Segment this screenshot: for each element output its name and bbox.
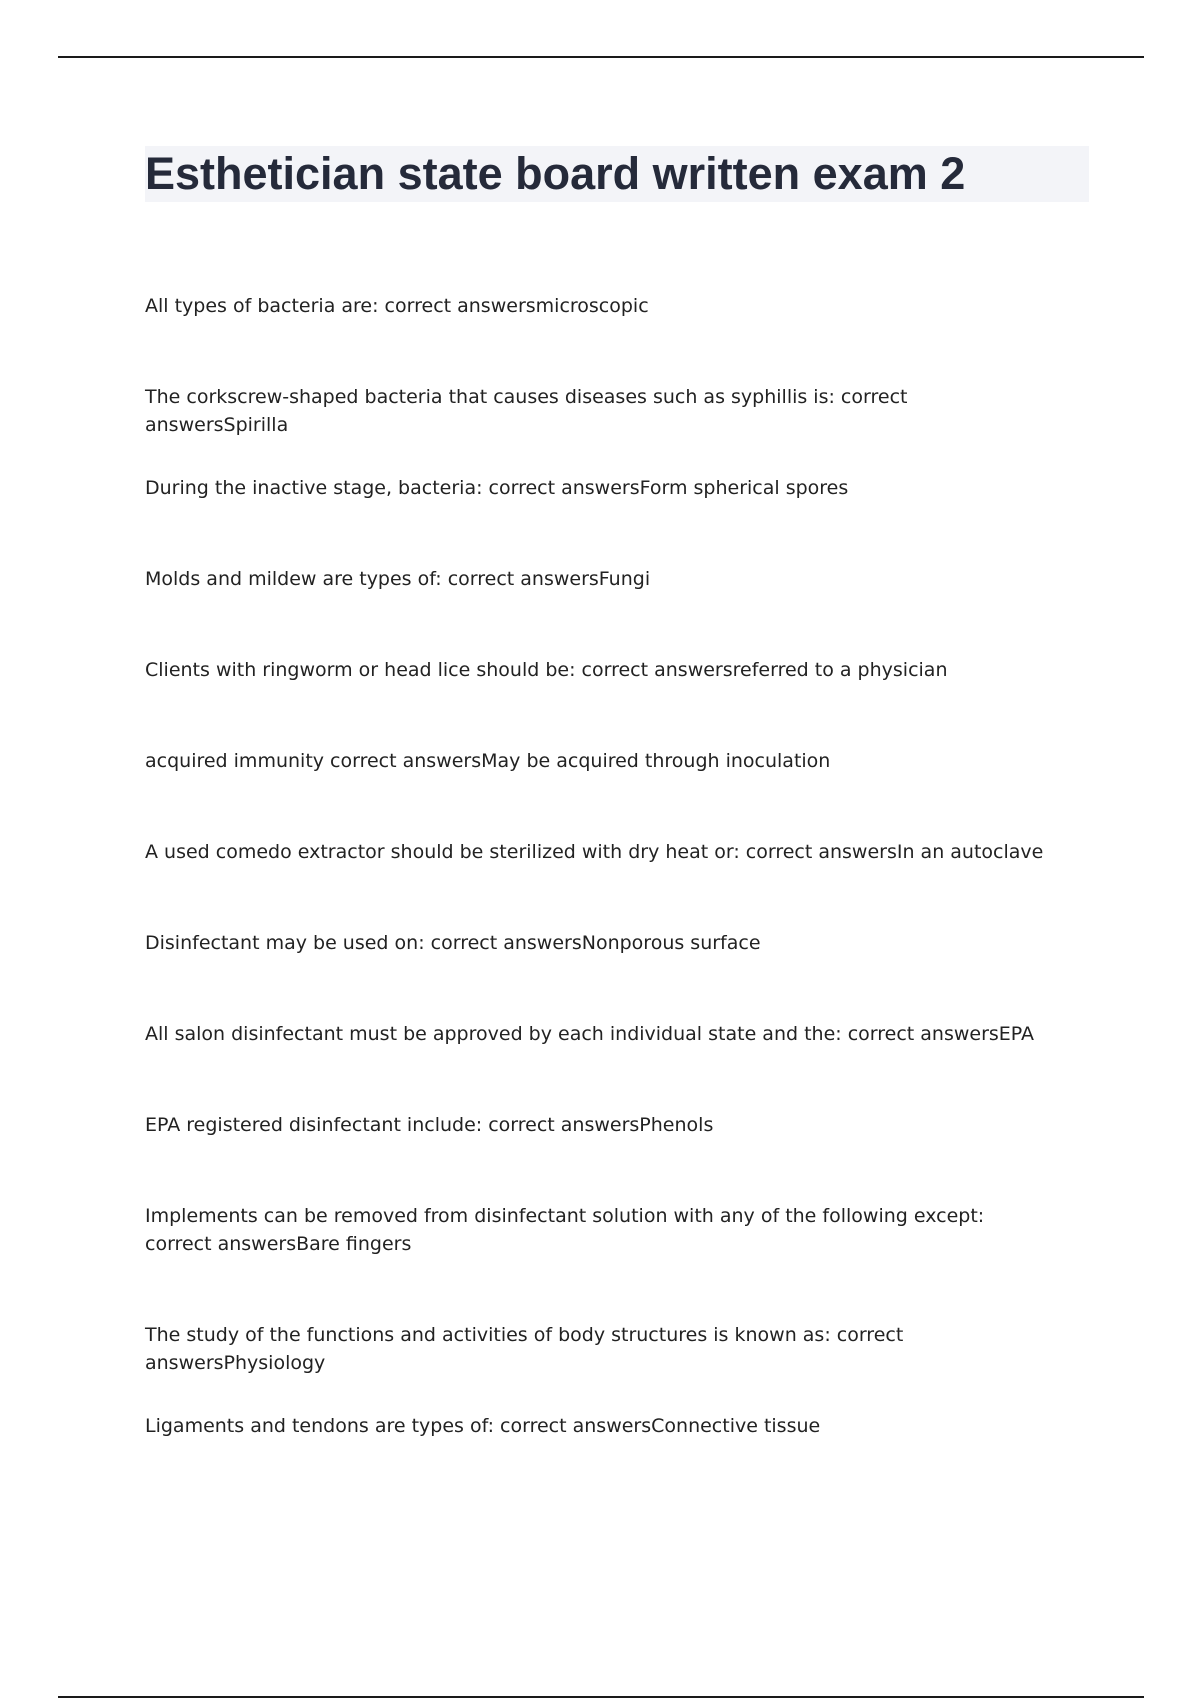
qa-item: The corkscrew-shaped bacteria that causes diseases such as syphillis is: correct answersSpirilla — [145, 386, 908, 436]
qa-item: A used comedo extractor should be sterilized with dry heat or: correct answersIn an autoclave — [145, 841, 1044, 863]
qa-item: EPA registered disinfectant include: correct answersPhenols — [145, 1114, 714, 1136]
qa-item: All salon disinfectant must be approved by each individual state and the: correct answersEPA — [145, 1023, 1035, 1045]
qa-item: During the inactive stage, bacteria: correct answersForm spherical spores — [145, 477, 849, 499]
qa-item: Implements can be removed from disinfectant solution with any of the following except: correct answersBare fingers — [145, 1205, 985, 1255]
page-title: Esthetician state board written exam 2 — [145, 148, 966, 199]
top-rule — [58, 56, 1144, 58]
qa-item: Disinfectant may be used on: correct answersNonporous surface — [145, 932, 761, 954]
qa-item: acquired immunity correct answersMay be acquired through inoculation — [145, 750, 831, 772]
qa-item: Molds and mildew are types of: correct answersFungi — [145, 568, 651, 590]
qa-item: The study of the functions and activities of body structures is known as: correct answersPhysiology — [145, 1324, 904, 1374]
qa-item: Ligaments and tendons are types of: correct answersConnective tissue — [145, 1415, 821, 1437]
qa-item: All types of bacteria are: correct answersmicroscopic — [145, 295, 649, 317]
qa-item: Clients with ringworm or head lice should be: correct answersreferred to a physician — [145, 659, 948, 681]
bottom-rule — [58, 1696, 1144, 1698]
